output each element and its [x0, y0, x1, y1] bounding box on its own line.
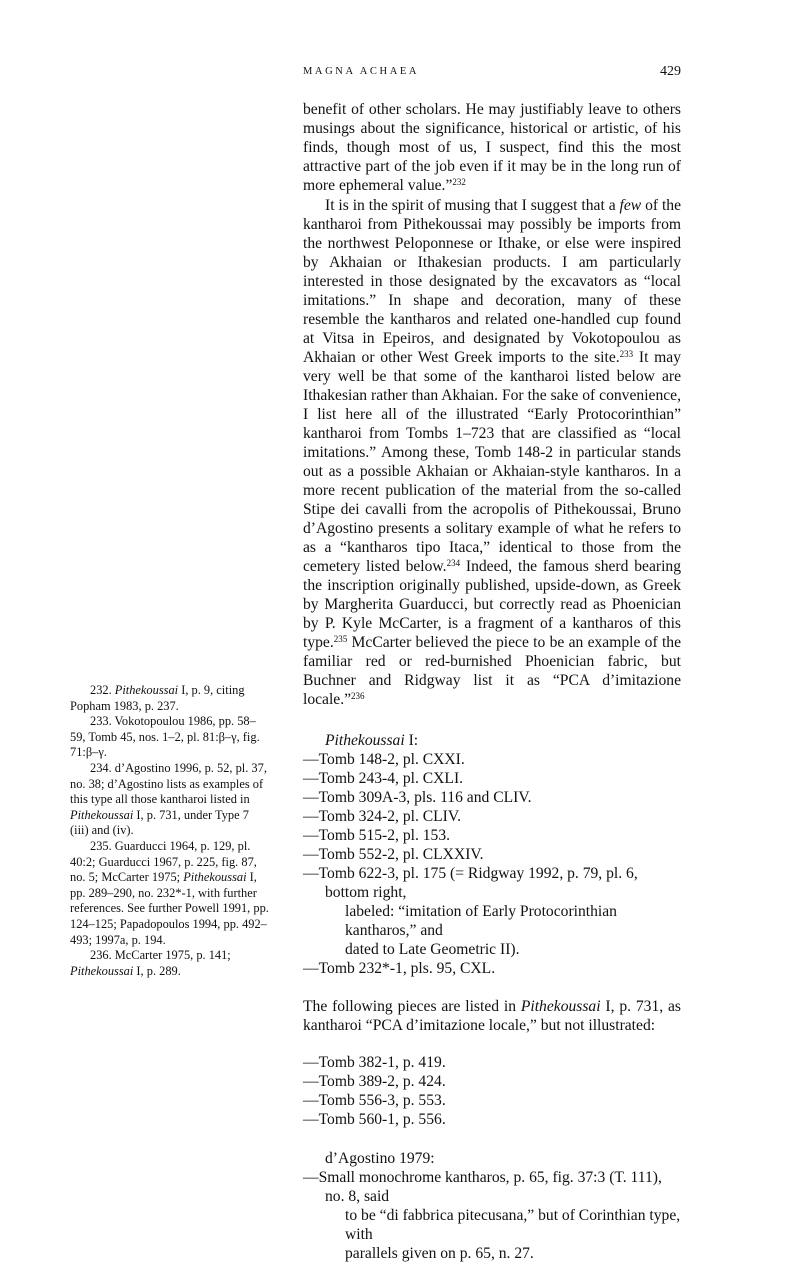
- list-item: —Tomb 389-2, p. 424.: [303, 1073, 446, 1090]
- paragraph-2: It is in the spirit of musing that I suggest that a few of the kantharoi from Pithekoussai may possibly be imports from the northwest Peloponnese or Ithake, or else were inspired by Akhaian or Ithakesian products. I am particularly interested in those designated by the excavators as “local imitations.” In shape and decoration, many of these resemble the kantharos and related one-handled cup found at Vitsa in Epeiros, and designated by Vokotopoulou as Akhaian or other West Greek imports to the site.$^{233}$ It may very well be that some of the kantharoi listed below are Ithakesian rather than Akhaian. For the sake of convenience, I list here all of the illustrated “Early Protocorinthian” kantharoi from Tombs 1–723 that are classified as “local imitations.” Among these, Tomb 148-2 in particular stands out as a possible Akhaian or Akhaian-style kantharos. In a more recent publication of the material from the so-called Stipe dei cavalli from the acropolis of Pithekoussai, Bruno d’Agostino presents a solitary example of what he refers to as a “kantharos tipo Itaca,” identical to those from the cemetery listed below.$^{234}$ Indeed, the famous sherd bearing the inscription originally published, upside-down, as Greek by Margherita Guarducci, but correctly read as Phoenician by P. Kyle McCarter, is a fragment of a kantharos of this type.$^{235}$ McCarter believed the piece to be an example of the familiar red or red-burnished Phoenician fabric, but Buchner and Ridgway list it as “PCA d’imitazione locale.”$^{236}$: [303, 197, 682, 708]
- page-number: 429: [660, 64, 681, 79]
- paragraph-1: benefit of other scholars. He may justifiably leave to others musings about the significance, historical or artistic, of his finds, though most of us, I suspect, find this the most attractive part of the job even if it may be in the long run of more ephemeral value.”$^{232}$: [303, 101, 681, 194]
- pithekoussai-list: [303, 731, 681, 978]
- footnote-233: 233. Vokotopoulou 1986, pp. 58–59, Tomb 45, nos. 1–2, pl. 81:β–γ, fig. 71:β–γ.: [70, 714, 260, 760]
- footnote-ref-236: 236: [351, 691, 365, 701]
- main-text: [303, 100, 681, 1263]
- footnote-234: 234. d’Agostino 1996, p. 52, pl. 37, no. 38; d’Agostino lists as examples of this type all those kantharoi listed in Pithekoussai I, p. 731, under Type 7 (iii) and (iv).: [70, 760, 267, 838]
- list-heading: d’Agostino 1979:: [325, 1150, 435, 1167]
- list-item: —Tomb 232*-1, pls. 95, CXL.: [303, 960, 496, 977]
- footnote-236: 236. McCarter 1975, p. 141; Pithekoussai I, p. 289.: [70, 948, 231, 978]
- footnotes: [70, 683, 270, 979]
- list-item-continuation: dated to Late Geometric II).: [345, 941, 520, 958]
- list-item: —Tomb 515-2, pl. 153.: [303, 827, 451, 844]
- footnote-232: 232. Pithekoussai I, p. 9, citing Popham 1983, p. 237.: [70, 683, 245, 713]
- footnote-235: 235. Guarducci 1964, p. 129, pl. 40:2; Guarducci 1967, p. 225, fig. 87, no. 5; McCarter 1975; Pithekoussai I, pp. 289–290, no. 232*-1, with further references. See further Powell 1991, pp. 124–125; Papadopoulos 1994, pp. 492–493; 1997a, p. 194.: [70, 838, 269, 947]
- footnote-ref-234: 234: [446, 558, 461, 568]
- list-item: —Tomb 560-1, p. 556.: [303, 1111, 446, 1128]
- footnote-ref-232: 232: [452, 177, 466, 187]
- list-item: —Small monochrome kantharos, p. 65, fig. 37:3 (T. 111), no. 8, said: [303, 1169, 662, 1205]
- list-item-continuation: parallels given on p. 65, n. 27.: [345, 1245, 534, 1262]
- running-head: MAGNA ACHAEA: [303, 66, 420, 77]
- paragraph-3: The following pieces are listed in Pithekoussai I, p. 731, as kantharoi “PCA d’imitazione locale,” but not illustrated:: [303, 998, 681, 1034]
- list-item: —Tomb 622-3, pl. 175 (= Ridgway 1992, p. 79, pl. 6, bottom right,: [303, 865, 638, 901]
- dagostino-list: [303, 1149, 681, 1263]
- footnote-ref-235: 235: [333, 634, 348, 644]
- list-item: —Tomb 243-4, pl. CXLI.: [303, 770, 464, 787]
- list-item-continuation: labeled: “imitation of Early Protocorinthian kantharos,” and: [345, 903, 617, 939]
- list-item: —Tomb 556-3, p. 553.: [303, 1092, 446, 1109]
- page-header: [303, 64, 681, 84]
- unillustrated-list: [303, 1053, 681, 1129]
- list-item: —Tomb 148-2, pl. CXXI.: [303, 751, 465, 768]
- list-item: —Tomb 552-2, pl. CLXXIV.: [303, 846, 484, 863]
- footnote-ref-233: 233: [619, 349, 634, 359]
- list-item: —Tomb 382-1, p. 419.: [303, 1054, 446, 1071]
- list-item-continuation: to be “di fabbrica pitecusana,” but of Corinthian type, with: [345, 1207, 681, 1243]
- list-heading: Pithekoussai I:: [325, 732, 419, 749]
- list-item: —Tomb 324-2, pl. CLIV.: [303, 808, 462, 825]
- list-item: —Tomb 309A-3, pls. 116 and CLIV.: [303, 789, 532, 806]
